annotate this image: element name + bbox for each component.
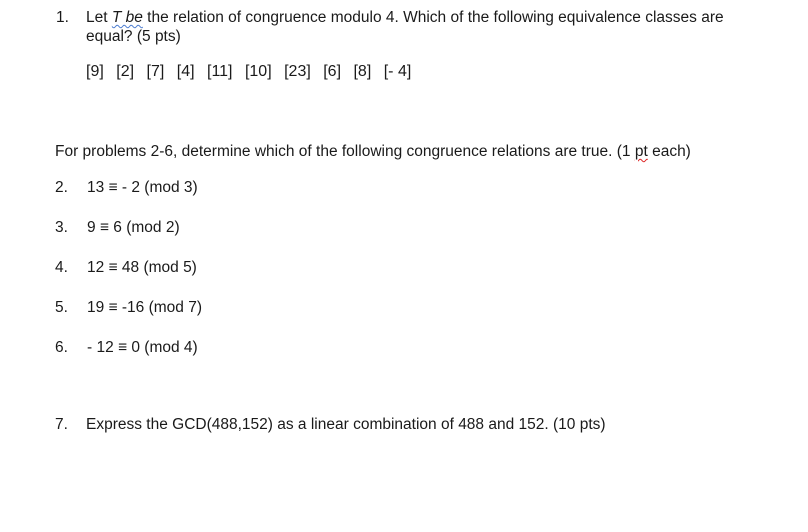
equivalence-class: [4] (176, 63, 195, 80)
equivalence-class: [9] (86, 63, 104, 80)
problem-number: 3. (55, 219, 68, 236)
equivalence-class-list (86, 63, 419, 81)
q1-number: 1. (56, 9, 69, 26)
problem-number: 2. (55, 179, 68, 196)
equivalence-class: [8] (353, 63, 372, 80)
intro-post: each) (647, 143, 691, 160)
q7-number: 7. (55, 416, 68, 433)
q1-relation-name: T be (111, 9, 143, 26)
equivalence-class: [6] (323, 63, 342, 80)
equivalence-class: [10] (244, 63, 272, 80)
q1-line1-post: the relation of congruence modulo 4. Which of the following equivalence classes are (142, 9, 724, 26)
problem-number: 6. (55, 339, 68, 356)
q7-text: Express the GCD(488,152) as a linear combination of 488 and 152. (10 pts) (86, 416, 606, 433)
equivalence-class: [11] (207, 63, 233, 80)
problem-text: - 12 ≡ 0 (mod 4) (87, 339, 198, 356)
q1-line2: equal? (5 pts) (86, 28, 181, 45)
problem-number: 4. (55, 259, 68, 276)
problem-text: 13 ≡ - 2 (mod 3) (87, 179, 198, 196)
equivalence-class: [23] (284, 63, 311, 80)
problems-intro (55, 143, 691, 161)
problem-text: 9 ≡ 6 (mod 2) (87, 219, 180, 236)
problem-number: 5. (55, 299, 68, 316)
problem-text: 19 ≡ -16 (mod 7) (87, 299, 203, 316)
q1-line1-pre: Let (86, 9, 112, 26)
equivalence-class: [- 4] (383, 63, 412, 80)
intro-pre: For problems 2-6, determine which of the following congruence relations are true. (1 (55, 143, 635, 160)
equivalence-class: [2] (116, 63, 135, 80)
q1-line1 (86, 9, 724, 27)
intro-pt: pt (634, 143, 648, 160)
problem-text: 12 ≡ 48 (mod 5) (87, 259, 197, 276)
equivalence-class: [7] (146, 63, 165, 80)
